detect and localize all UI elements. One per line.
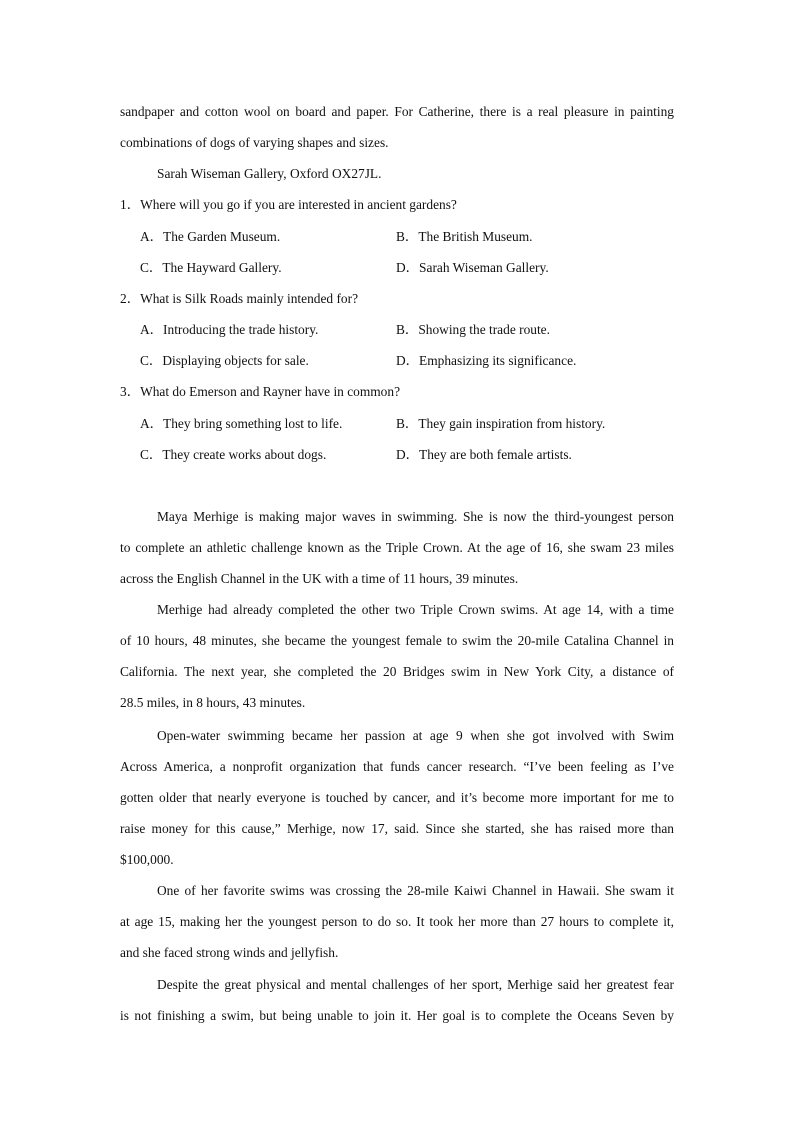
passage-line: of 10 hours, 48 minutes, she became the youngest female to swim the 20-mile Catalina Channel in (120, 633, 674, 648)
question-2-option-d: D．Emphasizing its significance. (396, 353, 577, 368)
passage-line: 28.5 miles, in 8 hours, 43 minutes. (120, 695, 306, 710)
passage-line: Merhige had already completed the other two Triple Crown swims. At age 14, with a time (157, 602, 674, 617)
question-3-option-d: D．They are both female artists. (396, 447, 572, 462)
passage-line: Despite the great physical and mental challenges of her sport, Merhige said her greatest fear (157, 977, 674, 992)
passage-line: is not finishing a swim, but being unable to join it. Her goal is to complete the Oceans Seven by (120, 1008, 674, 1023)
gallery-address: Sarah Wiseman Gallery, Oxford OX27JL. (157, 166, 382, 181)
passage-line: across the English Channel in the UK with a time of 11 hours, 39 minutes. (120, 571, 519, 586)
question-1-option-c: C．The Hayward Gallery. (140, 260, 282, 275)
question-1-stem: 1．Where will you go if you are interested in ancient gardens? (120, 197, 457, 212)
passage-line: raise money for this cause,” Merhige, now 17, said. Since she started, she has raised more than (120, 821, 674, 836)
passage-line: gotten older that nearly everyone is touched by cancer, and it’s become more important for me to (120, 790, 674, 805)
question-1-option-a: A．The Garden Museum. (140, 229, 281, 244)
passage-line: One of her favorite swims was crossing the 28-mile Kaiwi Channel in Hawaii. She swam it (157, 883, 674, 898)
passage-line: Maya Merhige is making major waves in swimming. She is now the third-youngest person (157, 509, 674, 524)
intro-line-2: combinations of dogs of varying shapes and sizes. (120, 135, 389, 150)
passage-line: $100,000. (120, 852, 174, 867)
intro-line-1: sandpaper and cotton wool on board and paper. For Catherine, there is a real pleasure in painting (120, 104, 674, 119)
question-3-option-b: B．They gain inspiration from history. (396, 416, 606, 431)
question-3-option-a: A．They bring something lost to life. (140, 416, 343, 431)
question-2-option-b: B．Showing the trade route. (396, 322, 550, 337)
question-3-option-c: C．They create works about dogs. (140, 447, 327, 462)
question-2-option-c: C．Displaying objects for sale. (140, 353, 309, 368)
passage-line: and she faced strong winds and jellyfish. (120, 945, 339, 960)
question-1-option-d: D．Sarah Wiseman Gallery. (396, 260, 549, 275)
passage-line: Open-water swimming became her passion at age 9 when she got involved with Swim (157, 728, 674, 743)
passage-line: to complete an athletic challenge known as the Triple Crown. At the age of 16, she swam 23 miles (120, 540, 674, 555)
question-2-option-a: A．Introducing the trade history. (140, 322, 319, 337)
passage-line: at age 15, making her the youngest person to do so. It took her more than 27 hours to complete it, (120, 914, 674, 929)
question-2-stem: 2．What is Silk Roads mainly intended for? (120, 291, 359, 306)
passage-line: Across America, a nonprofit organization that funds cancer research. “I’ve been feeling as I’ve (120, 759, 674, 774)
passage-line: California. The next year, she completed the 20 Bridges swim in New York City, a distance of (120, 664, 674, 679)
question-1-option-b: B．The British Museum. (396, 229, 533, 244)
question-3-stem: 3．What do Emerson and Rayner have in common? (120, 384, 401, 399)
